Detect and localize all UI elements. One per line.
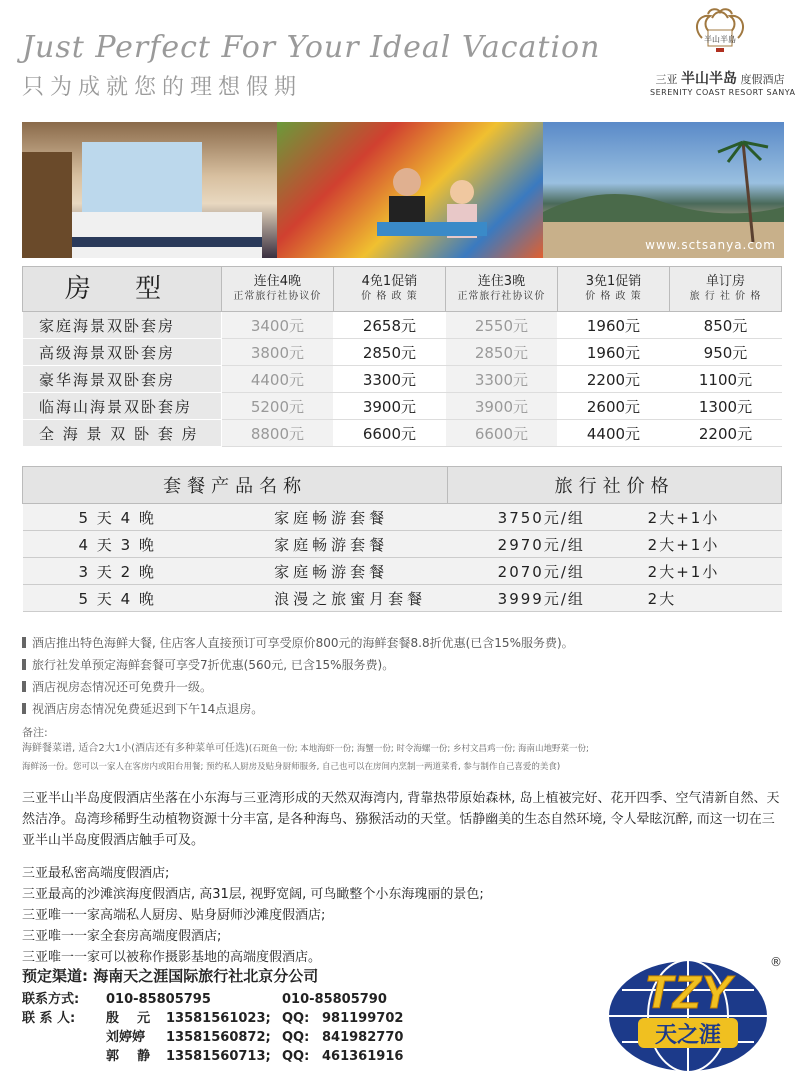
package-people: 2大: [648, 585, 782, 612]
room-table-header: [23, 267, 782, 312]
price-cell: 6600元: [445, 420, 557, 447]
price-cell: 8800元: [221, 420, 333, 447]
package-price: 2970元/组: [448, 531, 648, 558]
table-row: [23, 393, 782, 420]
price-cell: 1960元: [557, 339, 669, 366]
header: [0, 0, 800, 118]
col-header-5: 单订房 旅 行 社 价 格: [669, 267, 781, 312]
kids-play-illustration: [277, 122, 543, 258]
package-name-header: 套餐产品名称: [23, 467, 448, 504]
room-type-header: 房 型: [23, 267, 222, 312]
photo-bedroom: [22, 122, 277, 258]
package-nights: 4 天 3 晚: [23, 531, 275, 558]
bullet-bar-icon: [22, 703, 26, 714]
package-name: 家庭畅游套餐: [274, 504, 448, 531]
price-cell: 2200元: [669, 420, 781, 447]
qq-label: QQ:: [282, 1011, 310, 1026]
bullet-bar-icon: [22, 681, 26, 692]
table-row: [23, 312, 782, 339]
photo-kids-play: [277, 122, 543, 258]
price-cell: 1100元: [669, 366, 781, 393]
col-header-4: 3免1促销 价 格 政 策: [557, 267, 669, 312]
package-price: 2070元/组: [448, 558, 648, 585]
room-name: 全 海 景 双 卧 套 房: [23, 420, 222, 447]
price-cell: 3300元: [445, 366, 557, 393]
price-cell: 2200元: [557, 366, 669, 393]
package-nights: 5 天 4 晚: [23, 585, 275, 612]
price-cell: 850元: [669, 312, 781, 339]
package-table-header: [23, 467, 782, 504]
contact-person-row: [22, 1009, 582, 1028]
note-item: 视酒店房态情况免费延迟到下午14点退房。: [22, 698, 782, 720]
remarks-title: 备注:: [22, 726, 48, 739]
fact-item: 三亚最私密高端度假酒店;: [22, 866, 170, 881]
table-row: [23, 531, 782, 558]
website-url: www.sctsanya.com: [645, 238, 776, 252]
person-mobile[interactable]: 13581560713;: [166, 1049, 271, 1064]
fact-item: 三亚最高的沙滩滨海度假酒店, 高31层, 视野宽阔, 可鸟瞰整个小东海瑰丽的景色;: [22, 887, 484, 902]
package-name: 家庭畅游套餐: [274, 531, 448, 558]
table-row: [23, 420, 782, 447]
price-cell: 2550元: [445, 312, 557, 339]
note-item: 酒店推出特色海鲜大餐, 住店客人直接预订可享受原价800元的海鲜套餐8.8折优惠(已含15%服务费)。: [22, 632, 782, 654]
person-mobile[interactable]: 13581561023;: [166, 1011, 271, 1026]
note-item: 酒店视房态情况还可免费升一级。: [22, 676, 782, 698]
remarks-text: 海鲜餐菜谱, 适合2大1小(酒店还有多种菜单可任选)(石斑鱼一份; 本地海虾一份; 海蟹一份; 时令海螺一份; 乡村文昌鸡一份; 海南山地野菜一份; 海鲜汤一份。您可以一家人在客房内或阳台用餐; 预约私人厨房及贴身厨师服务, 自己也可以在房间内烹制一两道菜肴, 参与制作自己喜爱的美食): [22, 743, 589, 772]
room-name: 高级海景双卧套房: [23, 339, 222, 366]
price-cell: 3900元: [445, 393, 557, 420]
person-name: 殷 元: [106, 1011, 151, 1026]
price-cell: 950元: [669, 339, 781, 366]
tagline: Just Perfect For Your Ideal Vacation: [22, 30, 601, 65]
person-name: 刘婷婷: [106, 1030, 146, 1045]
registered-mark: ®: [770, 955, 782, 969]
qq-label: QQ:: [282, 1049, 310, 1064]
contact-section: [22, 965, 582, 1066]
notes-section: [22, 632, 782, 776]
qq-label: QQ:: [282, 1030, 310, 1045]
person-mobile[interactable]: 13581560872;: [166, 1030, 271, 1045]
bullet-bar-icon: [22, 637, 26, 648]
price-cell: 3300元: [333, 366, 445, 393]
contact-person-row: [22, 1047, 582, 1066]
price-cell: 6600元: [333, 420, 445, 447]
phone-label: 联系方式:: [22, 992, 80, 1007]
price-cell: 3400元: [221, 312, 333, 339]
package-price: 3999元/组: [448, 585, 648, 612]
tzy-letters: TZY: [644, 966, 732, 1018]
package-table: [22, 466, 782, 612]
fact-item: 三亚唯一一家高端私人厨房、贴身厨师沙滩度假酒店;: [22, 908, 326, 923]
person-qq[interactable]: 841982770: [322, 1030, 404, 1045]
person-qq[interactable]: 461361916: [322, 1049, 404, 1064]
bedroom-illustration: [22, 122, 277, 258]
package-people: 2大+1小: [648, 558, 782, 585]
package-price-header: 旅行社价格: [448, 467, 782, 504]
hotel-logo: [650, 8, 796, 108]
globe-icon: [592, 950, 788, 1078]
package-people: 2大+1小: [648, 504, 782, 531]
fact-item: 三亚唯一一家可以被称作摄影基地的高端度假酒店。: [22, 950, 322, 965]
tzy-cn: 天之涯: [654, 1023, 722, 1048]
fact-item: 三亚唯一一家全套房高端度假酒店;: [22, 929, 222, 944]
room-name: 家庭海景双卧套房: [23, 312, 222, 339]
photo-beach: [543, 122, 784, 258]
people-label: 联 系 人:: [22, 1011, 76, 1026]
booking-channel: 预定渠道: 海南天之涯国际旅行社北京分公司: [22, 967, 319, 985]
contact-phone-row: [22, 990, 582, 1009]
price-cell: 3900元: [333, 393, 445, 420]
price-cell: 3800元: [221, 339, 333, 366]
tzy-logo: [592, 950, 788, 1078]
package-nights: 3 天 2 晚: [23, 558, 275, 585]
col-header-3: 连住3晚 正常旅行社协议价: [445, 267, 557, 312]
phone-number[interactable]: 010-85805790: [282, 992, 387, 1007]
package-name: 家庭畅游套餐: [274, 558, 448, 585]
col-header-1: 连住4晚 正常旅行社协议价: [221, 267, 333, 312]
price-cell: 2658元: [333, 312, 445, 339]
logo-en: SERENITY COAST RESORT SANYA: [650, 88, 796, 97]
col-header-2: 4免1促销 价 格 政 策: [333, 267, 445, 312]
table-row: [23, 558, 782, 585]
package-people: 2大+1小: [648, 531, 782, 558]
svg-text:半山半島: 半山半島: [704, 35, 736, 44]
photo-banner: [22, 122, 784, 258]
table-row: [23, 366, 782, 393]
price-cell: 4400元: [557, 420, 669, 447]
room-name: 豪华海景双卧套房: [23, 366, 222, 393]
package-name: 浪漫之旅蜜月套餐: [274, 585, 448, 612]
price-cell: 4400元: [221, 366, 333, 393]
table-row: [23, 504, 782, 531]
subtitle: 只为成就您的理想假期: [22, 75, 303, 100]
table-row: [23, 339, 782, 366]
person-name: 郭 静: [106, 1049, 151, 1064]
price-cell: 1300元: [669, 393, 781, 420]
price-cell: 2850元: [333, 339, 445, 366]
bullet-bar-icon: [22, 659, 26, 670]
price-cell: 1960元: [557, 312, 669, 339]
room-name: 临海山海景双卧套房: [23, 393, 222, 420]
price-cell: 2600元: [557, 393, 669, 420]
room-price-table: [22, 266, 782, 447]
price-cell: 2850元: [445, 339, 557, 366]
package-price: 3750元/组: [448, 504, 648, 531]
price-cell: 5200元: [221, 393, 333, 420]
logo-cn: 三亚 半山半岛 度假酒店: [655, 71, 785, 87]
phone-number[interactable]: 010-85805795: [106, 992, 211, 1007]
package-nights: 5 天 4 晚: [23, 504, 275, 531]
person-qq[interactable]: 981199702: [322, 1011, 404, 1026]
contact-person-row: [22, 1028, 582, 1047]
note-item: 旅行社发单预定海鲜套餐可享受7折优惠(560元, 已含15%服务费)。: [22, 654, 782, 676]
table-row: [23, 585, 782, 612]
hotel-emblem-icon: [688, 8, 752, 62]
description-paragraph: 三亚半山半岛度假酒店坐落在小东海与三亚湾形成的天然双海湾内, 背靠热带原始森林, 岛上植被完好、花开四季、空气清新自然、天然洁净。岛湾珍稀野生动植物资源十分丰富, 是各种海鸟、猕猴活动的天堂。恬静幽美的生态自然环境, 令人晕眩沉醉, 而这一切在三亚半山半岛度假酒店触手可及。: [22, 791, 780, 848]
hotel-description: [22, 788, 782, 968]
